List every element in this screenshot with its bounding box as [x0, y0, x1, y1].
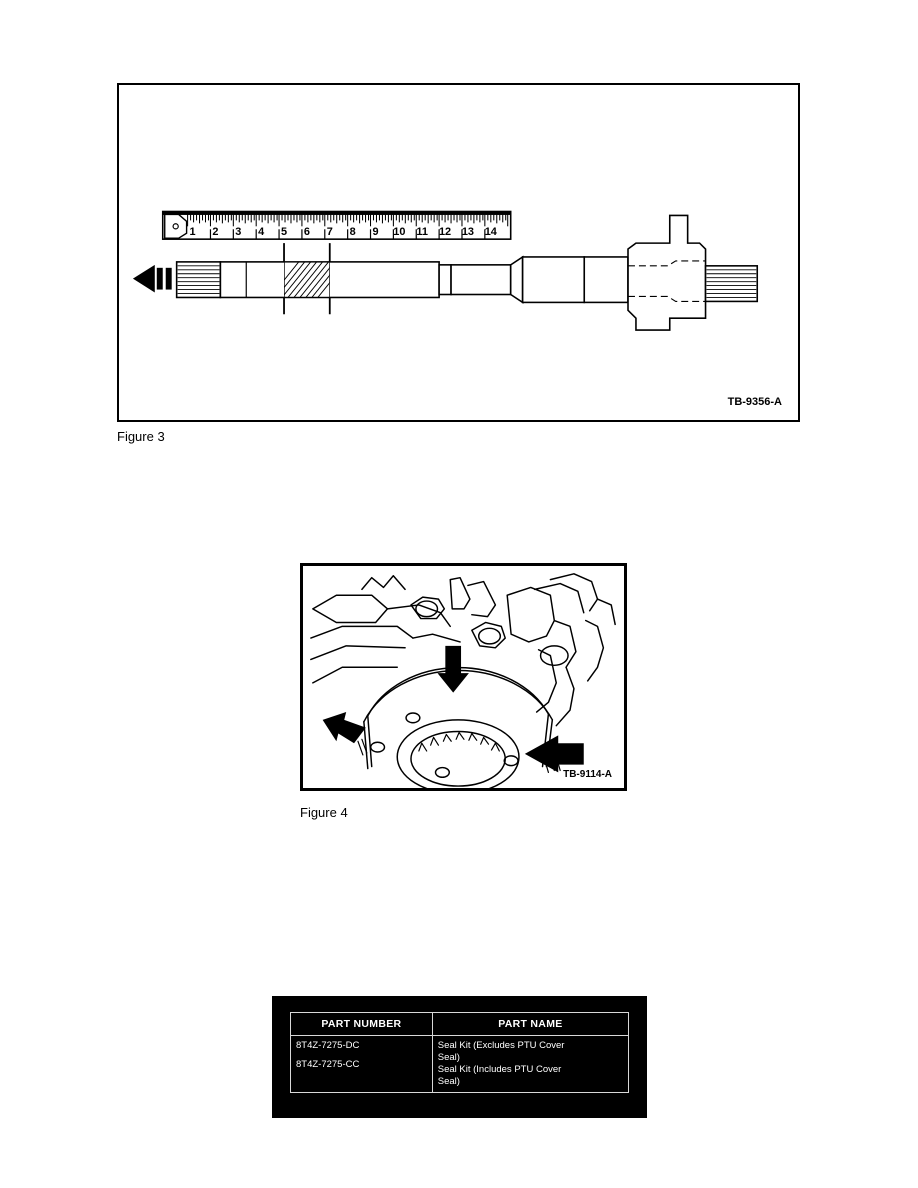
cell-spacer: [296, 1052, 427, 1059]
figure-3-illustration: [119, 85, 798, 420]
parts-table-header-row: [291, 1013, 629, 1036]
ruler-label-5: 5: [280, 226, 288, 239]
column-header-part-name: PART NAME: [432, 1013, 628, 1036]
ruler-label-12: 12: [438, 226, 452, 239]
ruler-label-3: 3: [235, 226, 242, 239]
ruler-label-8: 8: [349, 226, 356, 239]
ruler-label-14: 14: [484, 226, 497, 239]
ruler-label-6: 6: [303, 226, 310, 239]
ruler-label-11: 11: [416, 226, 428, 239]
ruler-label-1: 1: [189, 226, 196, 239]
column-header-part-number: PART NUMBER: [291, 1013, 433, 1036]
part-name-line: Seal): [437, 1051, 460, 1063]
part-name-line: Seal Kit (Excludes PTU Cover: [437, 1040, 565, 1051]
part-number-value: 8T4Z-7275-CC: [296, 1058, 360, 1070]
ruler-label-4: 4: [258, 226, 265, 239]
figure-3-frame: [117, 83, 800, 422]
direction-arrow: [133, 265, 172, 293]
figure-4-tb-code: TB-9114-A: [563, 769, 612, 780]
cell-part-names: [432, 1036, 628, 1093]
figure-3-tb-code: TB-9356-A: [727, 396, 782, 408]
figure-4-illustration: [303, 566, 624, 788]
ruler-label-2: 2: [212, 226, 219, 239]
parts-table-panel: [272, 996, 647, 1118]
ruler-label-9: 9: [372, 226, 379, 239]
ruler-label-7: 7: [326, 226, 333, 239]
parts-table: [290, 1012, 629, 1093]
figure-3-caption: Figure 3: [117, 429, 165, 444]
figure-4-caption: Figure 4: [300, 805, 348, 820]
tape-measure-graphic: [163, 211, 511, 239]
ruler-label-10: 10: [393, 226, 406, 239]
ruler-label-13: 13: [461, 226, 475, 239]
part-number-value: 8T4Z-7275-DC: [296, 1040, 360, 1051]
figure-4-frame: [300, 563, 627, 791]
right-spline-stub: [706, 266, 758, 302]
table-row: [291, 1036, 629, 1093]
cell-part-numbers: [291, 1036, 433, 1093]
part-name-line: Seal Kit (Includes PTU Cover: [437, 1063, 562, 1075]
part-name-line: Seal): [437, 1075, 460, 1087]
